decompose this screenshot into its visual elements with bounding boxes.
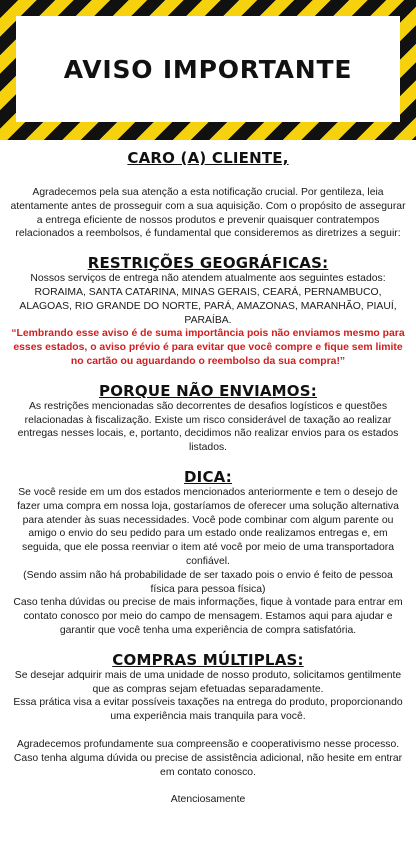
compras-heading: COMPRAS MÚLTIPLAS: (112, 650, 304, 669)
dica-heading: DICA: (184, 467, 232, 486)
dica-text-1: Se você reside em um dos estados mencionados anteriormente e tem o desejo de fazer uma compra em nossa loja, gostaríamos de oferecer uma solução alternativa para atender às suas necessidades. Você pode combinar com algum parente ou amigo o envio do seu pedido para um estado onde realizamos entregas e, em seguida, que ele possa reenviar o item até você por meio de uma transportadora confiável. (17, 486, 399, 567)
banner-title: AVISO IMPORTANTE (63, 54, 353, 84)
restricoes-lead: Nossos serviços de entrega não atendem atualmente aos seguintes estados: (30, 273, 386, 285)
porque-heading: PORQUE NÃO ENVIAMOS: (99, 381, 317, 400)
porque-text: As restrições mencionadas são decorrentes de desafios logísticos e questões relacionadas à fiscalização. Existe um risco considerável de taxação ao realizar entregas nesses locais, e, portanto, decidimos não realizar envios para os estados listados. (17, 400, 399, 454)
signoff-text: Atenciosamente (170, 794, 246, 806)
closing-text: Agradecemos profundamente sua compreensão e cooperativismo nesse processo. Caso tenha alguma dúvida ou precise de assistência adicional, não hesite em entrar em contato conosco. (13, 738, 403, 778)
restricoes-states: RORAIMA, SANTA CATARINA, MINAS GERAIS, CEARÁ, PERNAMBUCO, ALAGOAS, RIO GRANDE DO NORTE, PARÁ, AMAZONAS, MARANHÃO, PIAUÍ, PARAÍBA. (19, 286, 397, 326)
compras-text-2: Essa prática visa a evitar possíveis taxações na entrega do produto, proporcionando uma experiência mais tranquila para você. (13, 697, 403, 723)
greeting-heading: CARO (A) CLIENTE, (127, 149, 289, 167)
compras-text-1: Se desejar adquirir mais de uma unidade de nosso produto, solicitamos gentilmente que as compras sejam efetuadas separadamente. (14, 669, 402, 695)
restricoes-heading: RESTRIÇÕES GEOGRÁFICAS: (87, 254, 329, 273)
restricoes-warning: “Lembrando esse aviso é de suma importância pois não enviamos mesmo para esses estados, o aviso prévio é para evitar que você compre e fique sem limite no cartão ou aguardando o reembolso da sua compra!” (11, 328, 405, 367)
notice-content (0, 149, 416, 807)
dica-text-2: (Sendo assim não há probabilidade de ser taxado pois o envio é feito de pessoa física para pessoa física) (23, 569, 393, 595)
intro-text: Agradecemos pela sua atenção a esta notificação crucial. Por gentileza, leia atentamente antes de prosseguir com a sua aquisição. Com o propósito de assegurar a entrega eficiente de nossos produtos e prevenir quaisquer contratempos relacionados a reembolsos, é fundamental que consideremos as diretrizes a seguir: (10, 187, 406, 240)
banner-panel (16, 16, 400, 122)
dica-text-3: Caso tenha dúvidas ou precise de mais informações, fique à vontade para entrar em contato conosco por meio do campo de mensagem. Estamos aqui para ajudar e garantir que você tenha uma experiência de compra satisfatória. (13, 597, 403, 636)
hazard-stripe-banner (0, 0, 416, 140)
